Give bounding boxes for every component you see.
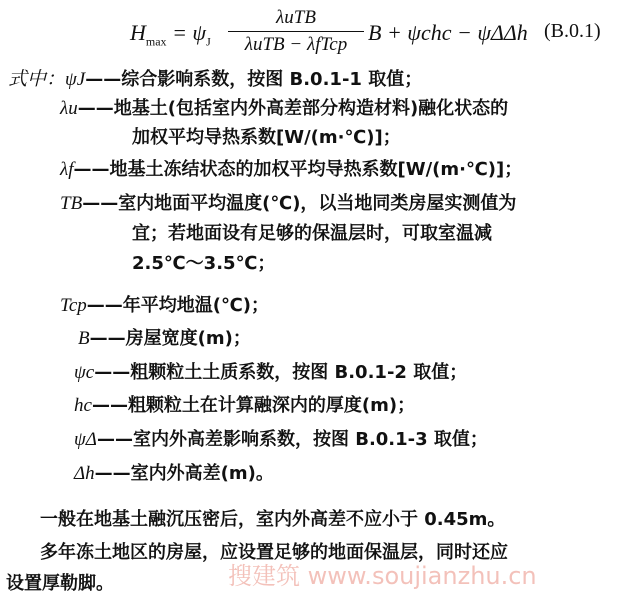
- definition-b: B——房屋宽度(m)；: [78, 328, 251, 349]
- formula-numerator: λuTB: [276, 7, 316, 28]
- formula-fraction: [226, 6, 366, 57]
- definition-lambda-u-cont: 加权平均导热系数[W/(m·℃)]；: [132, 127, 401, 148]
- fraction-bar: [228, 31, 364, 32]
- definition-delta-h: Δh——室内外高差(m)。: [74, 463, 274, 484]
- watermark: 搜建筑 www.soujianzhu.cn: [228, 562, 537, 590]
- paragraph-1: 一般在地基土融沉压密后，室内外高差不应小于 0.45m。: [40, 509, 506, 530]
- definition-t-b-cont1: 宜；若地面设有足够的保温层时，可取室温减: [132, 223, 492, 244]
- formula-denominator: λuTB − λfTcp: [244, 34, 348, 55]
- equation-number: (B.0.1): [544, 20, 601, 42]
- paragraph-3: 设置厚勒脚。: [6, 573, 114, 594]
- formula-b-0-1: [130, 6, 625, 60]
- formula-lhs: $H_{max} = \psi_J$: [130, 20, 211, 49]
- definition-lambda-u: λu——地基土(包括室内外高差部分构造材料)融化状态的: [60, 98, 509, 119]
- definition-t-b: TB——室内地面平均温度(℃)，以当地同类房屋实测值为: [60, 193, 517, 214]
- paragraph-2: 多年冻土地区的房屋，应设置足够的地面保温层，同时还应: [40, 542, 508, 563]
- definition-t-b-cont2: 2.5℃～3.5℃；: [132, 253, 276, 274]
- definition-psi-j: 式中：ψJ——综合影响系数，按图 B.0.1-1 取值；: [8, 69, 423, 90]
- definition-t-cp: Tcp——年平均地温(℃)；: [60, 295, 270, 316]
- formula-rest: B + ψchc − ψΔΔh: [368, 20, 528, 45]
- definition-lambda-f: λf——地基土冻结状态的加权平均导热系数[W/(m·℃)]；: [60, 159, 523, 180]
- definition-psi-delta: ψΔ——室内外高差影响系数，按图 B.0.1-3 取值；: [74, 429, 488, 450]
- definition-psi-c: ψc——粗颗粒土土质系数，按图 B.0.1-2 取值；: [74, 362, 468, 383]
- definition-h-c: hc——粗颗粒土在计算融深内的厚度(m)；: [74, 395, 416, 416]
